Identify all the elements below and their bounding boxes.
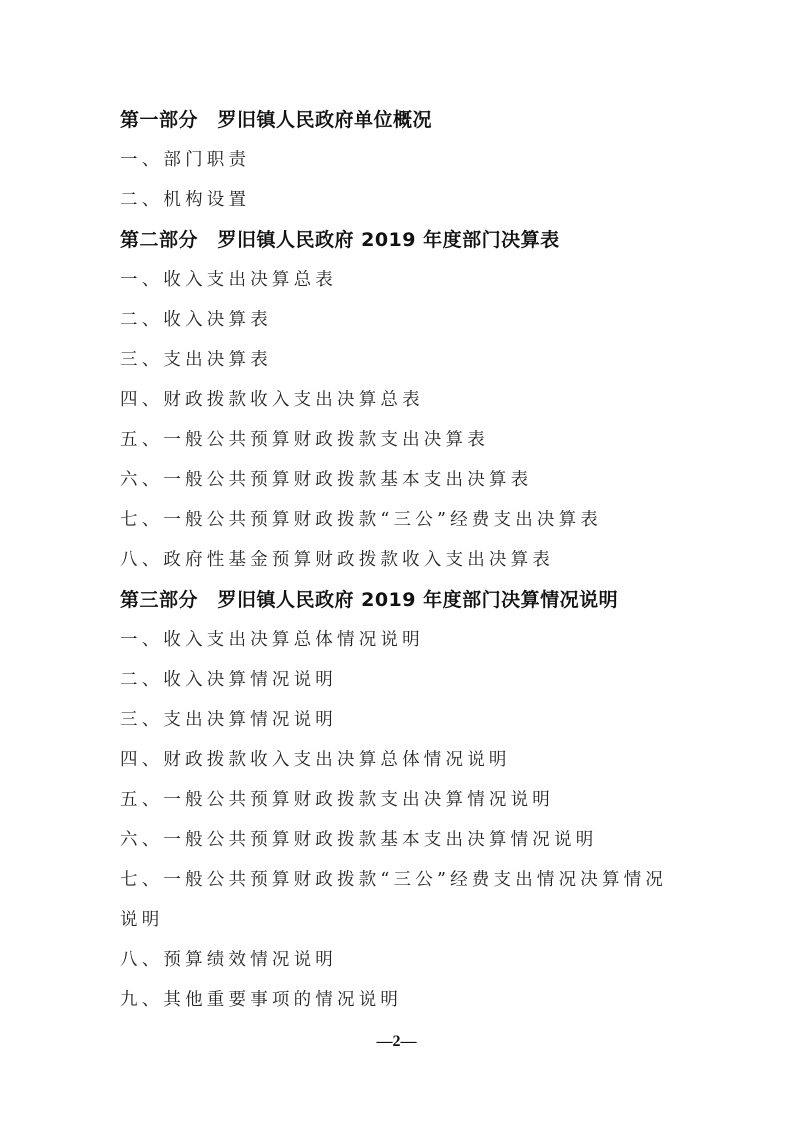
part3-heading: 第三部分 罗旧镇人民政府 2019 年度部门决算情况说明 xyxy=(120,589,619,611)
toc-item: 六、一般公共预算财政拨款基本支出决算表 xyxy=(120,470,533,490)
page-number: —2— xyxy=(376,1033,417,1050)
toc-item: 二、收入决算表 xyxy=(120,310,272,330)
toc-item: 一、部门职责 xyxy=(120,150,251,170)
part2-heading: 第二部分 罗旧镇人民政府 2019 年度部门决算表 xyxy=(120,229,560,251)
toc-item: 一、收入支出决算总体情况说明 xyxy=(120,630,424,650)
toc-item: 二、机构设置 xyxy=(120,190,251,210)
toc-item: 七、一般公共预算财政拨款“三公”经费支出决算表 xyxy=(120,510,602,530)
part1-heading: 第一部分 罗旧镇人民政府单位概况 xyxy=(120,109,433,131)
toc-item: 七、一般公共预算财政拨款“三公”经费支出情况决算情况说明 xyxy=(120,870,668,930)
toc-item: 五、一般公共预算财政拨款支出决算情况说明 xyxy=(120,790,554,810)
toc-item: 一、收入支出决算总表 xyxy=(120,270,337,290)
toc-item: 四、财政拨款收入支出决算总体情况说明 xyxy=(120,750,511,770)
table-of-contents xyxy=(120,100,680,1020)
toc-item: 八、政府性基金预算财政拨款收入支出决算表 xyxy=(120,550,554,570)
toc-item: 三、支出决算情况说明 xyxy=(120,710,337,730)
toc-item: 六、一般公共预算财政拨款基本支出决算情况说明 xyxy=(120,830,598,850)
toc-item: 二、收入决算情况说明 xyxy=(120,670,337,690)
toc-item: 八、预算绩效情况说明 xyxy=(120,950,337,970)
toc-item: 四、财政拨款收入支出决算总表 xyxy=(120,390,424,410)
toc-item: 五、一般公共预算财政拨款支出决算表 xyxy=(120,430,489,450)
toc-item: 九、其他重要事项的情况说明 xyxy=(120,990,403,1010)
toc-item: 三、支出决算表 xyxy=(120,350,272,370)
